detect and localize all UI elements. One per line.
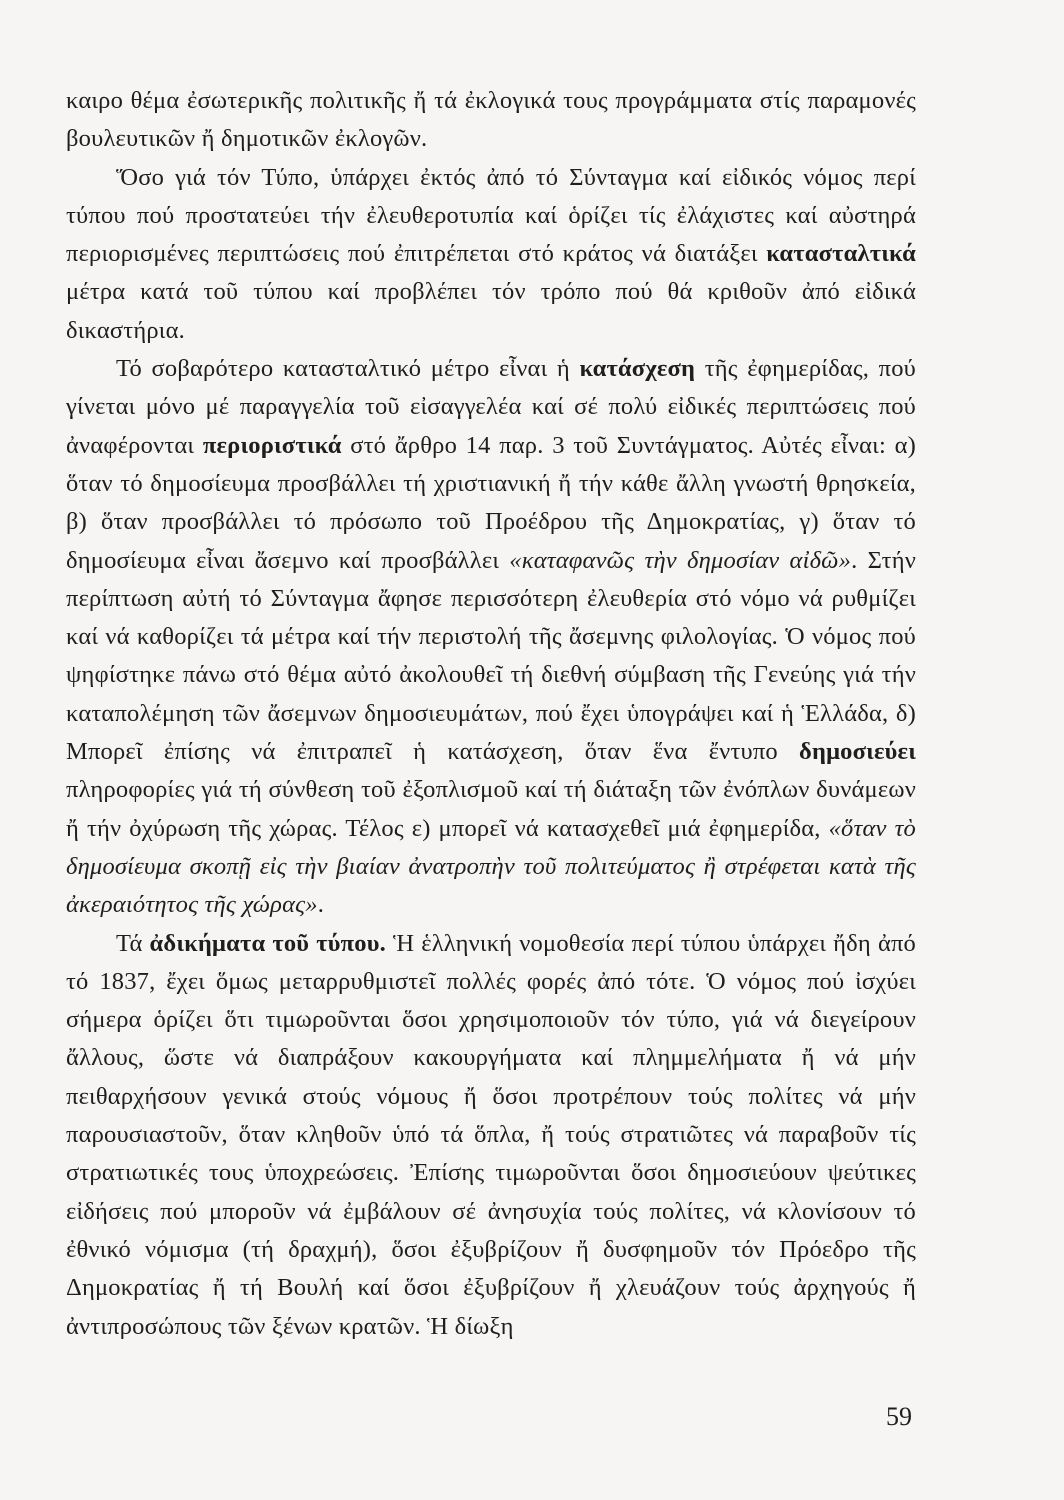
text-run: στό ἄρθρο 14 παρ. 3 τοῦ Συντάγματος. Αὐτές εἶναι: α) ὅταν τό δημοσίευμα προσβάλλει τή χριστιανική ἤ τήν κάθε ἄλλη γνωστή θρησκεία, β) ὅταν προσβάλλει τό πρόσωπο τοῦ Προέδρου τῆς Δημοκρατίας, γ) ὅταν τό δημοσίευμα εἶναι ἄσεμνο καί προσβάλλει — [66, 431, 916, 574]
bold-term: δημοσιεύει — [799, 738, 916, 766]
text-run: Ἡ ἑλληνική νομοθεσία περί τύπου ὑπάρχει ἤδη ἀπό τό 1837, ἔχει ὅμως μεταρρυθμιστεῖ πολλές φορές ἀπό τότε. Ὁ νόμος πού ἰσχύει σήμερα ὁρίζει ὅτι τιμωροῦνται ὅσοι χρησιμοποιοῦν τόν τύπο, γιά νά διεγείρουν ἄλλους, ὥστε νά διαπράξουν κακουργήματα καί πλημμελήματα ἤ νά μήν πειθαρχήσουν γενικά στούς νόμους ἤ ὅσοι προτρέπουν τούς πολίτες νά μήν παρουσιαστοῦν, ὅταν κληθοῦν ὑπό τά ὅπλα, ἤ τούς στρατιῶτες νά παραβοῦν τίς στρατιωτικές τους ὑποχρεώσεις. Ἐπίσης τιμωροῦνται ὅσοι δημοσιεύουν ψεύτικες εἰδήσεις πού μποροῦν νά ἐμβάλουν σέ ἀνησυχία τούς πολίτες, νά κλονίσουν τό ἐθνικό νόμισμα (τή δραχμή), ὅσοι ἐξυβρίζουν ἤ δυσφημοῦν τόν Πρόεδρο τῆς Δημοκρατίας ἤ τή Βουλή καί ὅσοι ἐξυβρίζουν ἤ χλευάζουν τούς ἀρχηγούς ἤ ἀντιπροσώπους τῶν ξένων κρατῶν. Ἡ δίωξη — [66, 929, 917, 1340]
text-run: . Στήν περίπτωση αὐτή τό Σύνταγμα ἄφησε περισσότερη ἐλευθερία στό νόμο νά ρυθμίζει καί νά καθορίζει τά μέτρα καί τήν περιστολή τῆς ἄσεμνης φιλολογίας. Ὁ νόμος πού ψηφίστηκε πάνω στό θέμα αὐτό ἀκολουθεῖ τή διεθνή σύμβαση τῆς Γενεύης γιά τήν καταπολέμηση τῶν ἄσεμνων δημοσιευμάτων, πού ἔχει ὑπογράψει καί ἡ Ἑλλάδα, δ) Μπορεῖ ἐπίσης νά ἐπιτραπεῖ ἡ κατάσχεση, ὅταν ἕνα ἔντυπο — [66, 546, 916, 766]
bold-term: περιοριστικά — [202, 431, 342, 459]
paragraph — [66, 82, 916, 159]
text-run: τῆς ἐφημερίδας, πού γίνεται μόνο μέ παραγγελία τοῦ εἰσαγγελέα καί σέ πολύ εἰδικές περιπτώσεις πού ἀναφέρονται — [66, 355, 916, 459]
bold-term: κατασταλτικά — [766, 240, 916, 268]
text-run: . — [317, 891, 325, 919]
italic-quote: «ὅταν τὸ δημοσίευμα σκοπῇ εἰς τὴν βιαίαν ἀνατροπὴν τοῦ πολιτεύματος ἢ στρέφεται κατὰ τῆς ἀκεραιότητος τῆς χώρας» — [66, 814, 916, 919]
body-text — [66, 82, 916, 1346]
italic-quote: «καταφανῶς τὴν δημοσίαν αἰδῶ» — [509, 546, 852, 574]
page-number: 59 — [886, 1402, 912, 1431]
bold-term: ἀδικήματα τοῦ τύπου. — [149, 929, 386, 957]
text-run: Ὅσο γιά τόν Τύπο, ὑπάρχει ἐκτός ἀπό τό Σύνταγμα καί εἰδικός νόμος περί τύπου πού προστατεύει τήν ἐλευθεροτυπία καί ὁρίζει τίς ἐλάχιστες καί αὐστηρά περιορισμένες περιπτώσεις πού ἐπιτρέπεται στό κράτος νά διατάξει — [66, 163, 916, 268]
text-run: Τό σοβαρότερο κατασταλτικό μέτρο εἶναι ἡ — [116, 355, 580, 383]
paragraph — [66, 350, 916, 924]
paragraph — [66, 925, 916, 1346]
text-run: Τά — [116, 929, 150, 957]
bold-term: κατάσχεση — [579, 355, 696, 383]
paragraph — [66, 159, 916, 350]
text-run: καιρο θέμα ἐσωτερικῆς πολιτικῆς ἤ τά ἐκλογικά τους προγράμματα στίς παραμονές βουλευτικῶν ἤ δημοτικῶν ἐκλογῶν. — [66, 87, 916, 153]
text-run: πληροφορίες γιά τή σύνθεση τοῦ ἐξοπλισμοῦ καί τή διάταξη τῶν ἐνόπλων δυνάμεων ἤ τήν ὀχύρωση τῆς χώρας. Τέλος ε) μπορεῖ νά κατασχεθεῖ μιά ἐφημερίδα, — [66, 776, 916, 842]
text-run: μέτρα κατά τοῦ τύπου καί προβλέπει τόν τρόπο πού θά κριθοῦν ἀπό εἰδικά δικαστήρια. — [66, 278, 916, 344]
